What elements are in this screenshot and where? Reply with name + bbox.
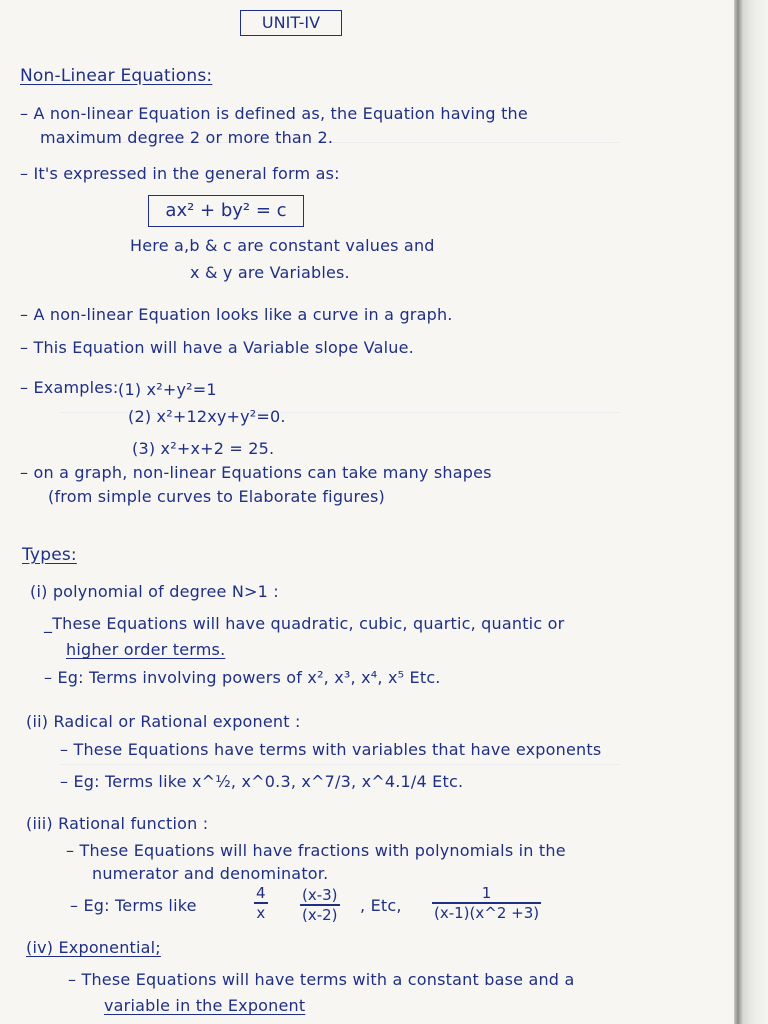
graph-note-2: (from simple curves to Elaborate figures) bbox=[48, 487, 385, 506]
example-2: (2) x²+12xy+y²=0. bbox=[128, 407, 286, 426]
type-4-title: (iv) Exponential; bbox=[26, 938, 161, 957]
definition-line-1: – A non-linear Equation is defined as, the Equation having the bbox=[20, 104, 528, 123]
constants-note: Here a,b & c are constant values and bbox=[130, 236, 435, 255]
type-2-example: – Eg: Terms like x^½, x^0.3, x^7/3, x^4.1/4 Etc. bbox=[60, 772, 464, 791]
fraction-2 bbox=[300, 886, 340, 924]
bleed-through-line bbox=[60, 764, 620, 765]
fraction-3-denominator: (x-1)(x^2 +3) bbox=[434, 903, 540, 922]
page-title: UNIT-IV bbox=[240, 10, 342, 36]
fraction-1-numerator: 4 bbox=[256, 884, 266, 902]
type-3-bullet-1: – These Equations will have fractions with polynomials in the bbox=[66, 841, 566, 860]
page-binding-edge bbox=[734, 0, 768, 1024]
general-form-intro: – It's expressed in the general form as: bbox=[20, 164, 340, 183]
type-2-bullet-1: – These Equations have terms with variables that have exponents bbox=[60, 740, 602, 759]
fraction-1-denominator: x bbox=[256, 903, 266, 922]
type-3-title: (iii) Rational function : bbox=[26, 814, 209, 833]
type-2-title: (ii) Radical or Rational exponent : bbox=[26, 712, 301, 731]
curve-note: – A non-linear Equation looks like a curve in a graph. bbox=[20, 305, 453, 324]
definition-line-2: maximum degree 2 or more than 2. bbox=[40, 128, 334, 147]
graph-note-1: – on a graph, non-linear Equations can take many shapes bbox=[20, 463, 492, 482]
type-1-bullet-1: _These Equations will have quadratic, cubic, quartic, quantic or bbox=[44, 614, 565, 633]
example-1: (1) x²+y²=1 bbox=[118, 380, 217, 399]
fraction-3-numerator: 1 bbox=[481, 884, 492, 902]
types-heading: Types: bbox=[22, 545, 77, 565]
fraction-2-denominator: (x-2) bbox=[302, 905, 338, 924]
general-formula: ax² + by² = c bbox=[148, 195, 304, 227]
slope-note: – This Equation will have a Variable slope Value. bbox=[20, 338, 414, 357]
type-1-example: – Eg: Terms involving powers of x², x³, x⁴, x⁵ Etc. bbox=[44, 668, 441, 687]
type-3-etc: , Etc, bbox=[360, 896, 402, 915]
fraction-2-numerator: (x-3) bbox=[302, 886, 338, 904]
fraction-3 bbox=[432, 884, 541, 922]
type-1-bullet-2: higher order terms. bbox=[66, 640, 226, 659]
type-3-bullet-2: numerator and denominator. bbox=[92, 864, 329, 883]
fraction-1 bbox=[254, 884, 268, 922]
type-4-bullet-2: variable in the Exponent bbox=[104, 996, 306, 1015]
variables-note: x & y are Variables. bbox=[190, 263, 350, 282]
example-3: (3) x²+x+2 = 25. bbox=[132, 439, 275, 458]
examples-label: – Examples: bbox=[20, 378, 119, 397]
type-3-example-label: – Eg: Terms like bbox=[70, 896, 197, 915]
type-1-title: (i) polynomial of degree N>1 : bbox=[30, 582, 279, 601]
type-4-bullet-1: – These Equations will have terms with a constant base and a bbox=[68, 970, 575, 989]
section-heading: Non-Linear Equations: bbox=[20, 66, 213, 86]
